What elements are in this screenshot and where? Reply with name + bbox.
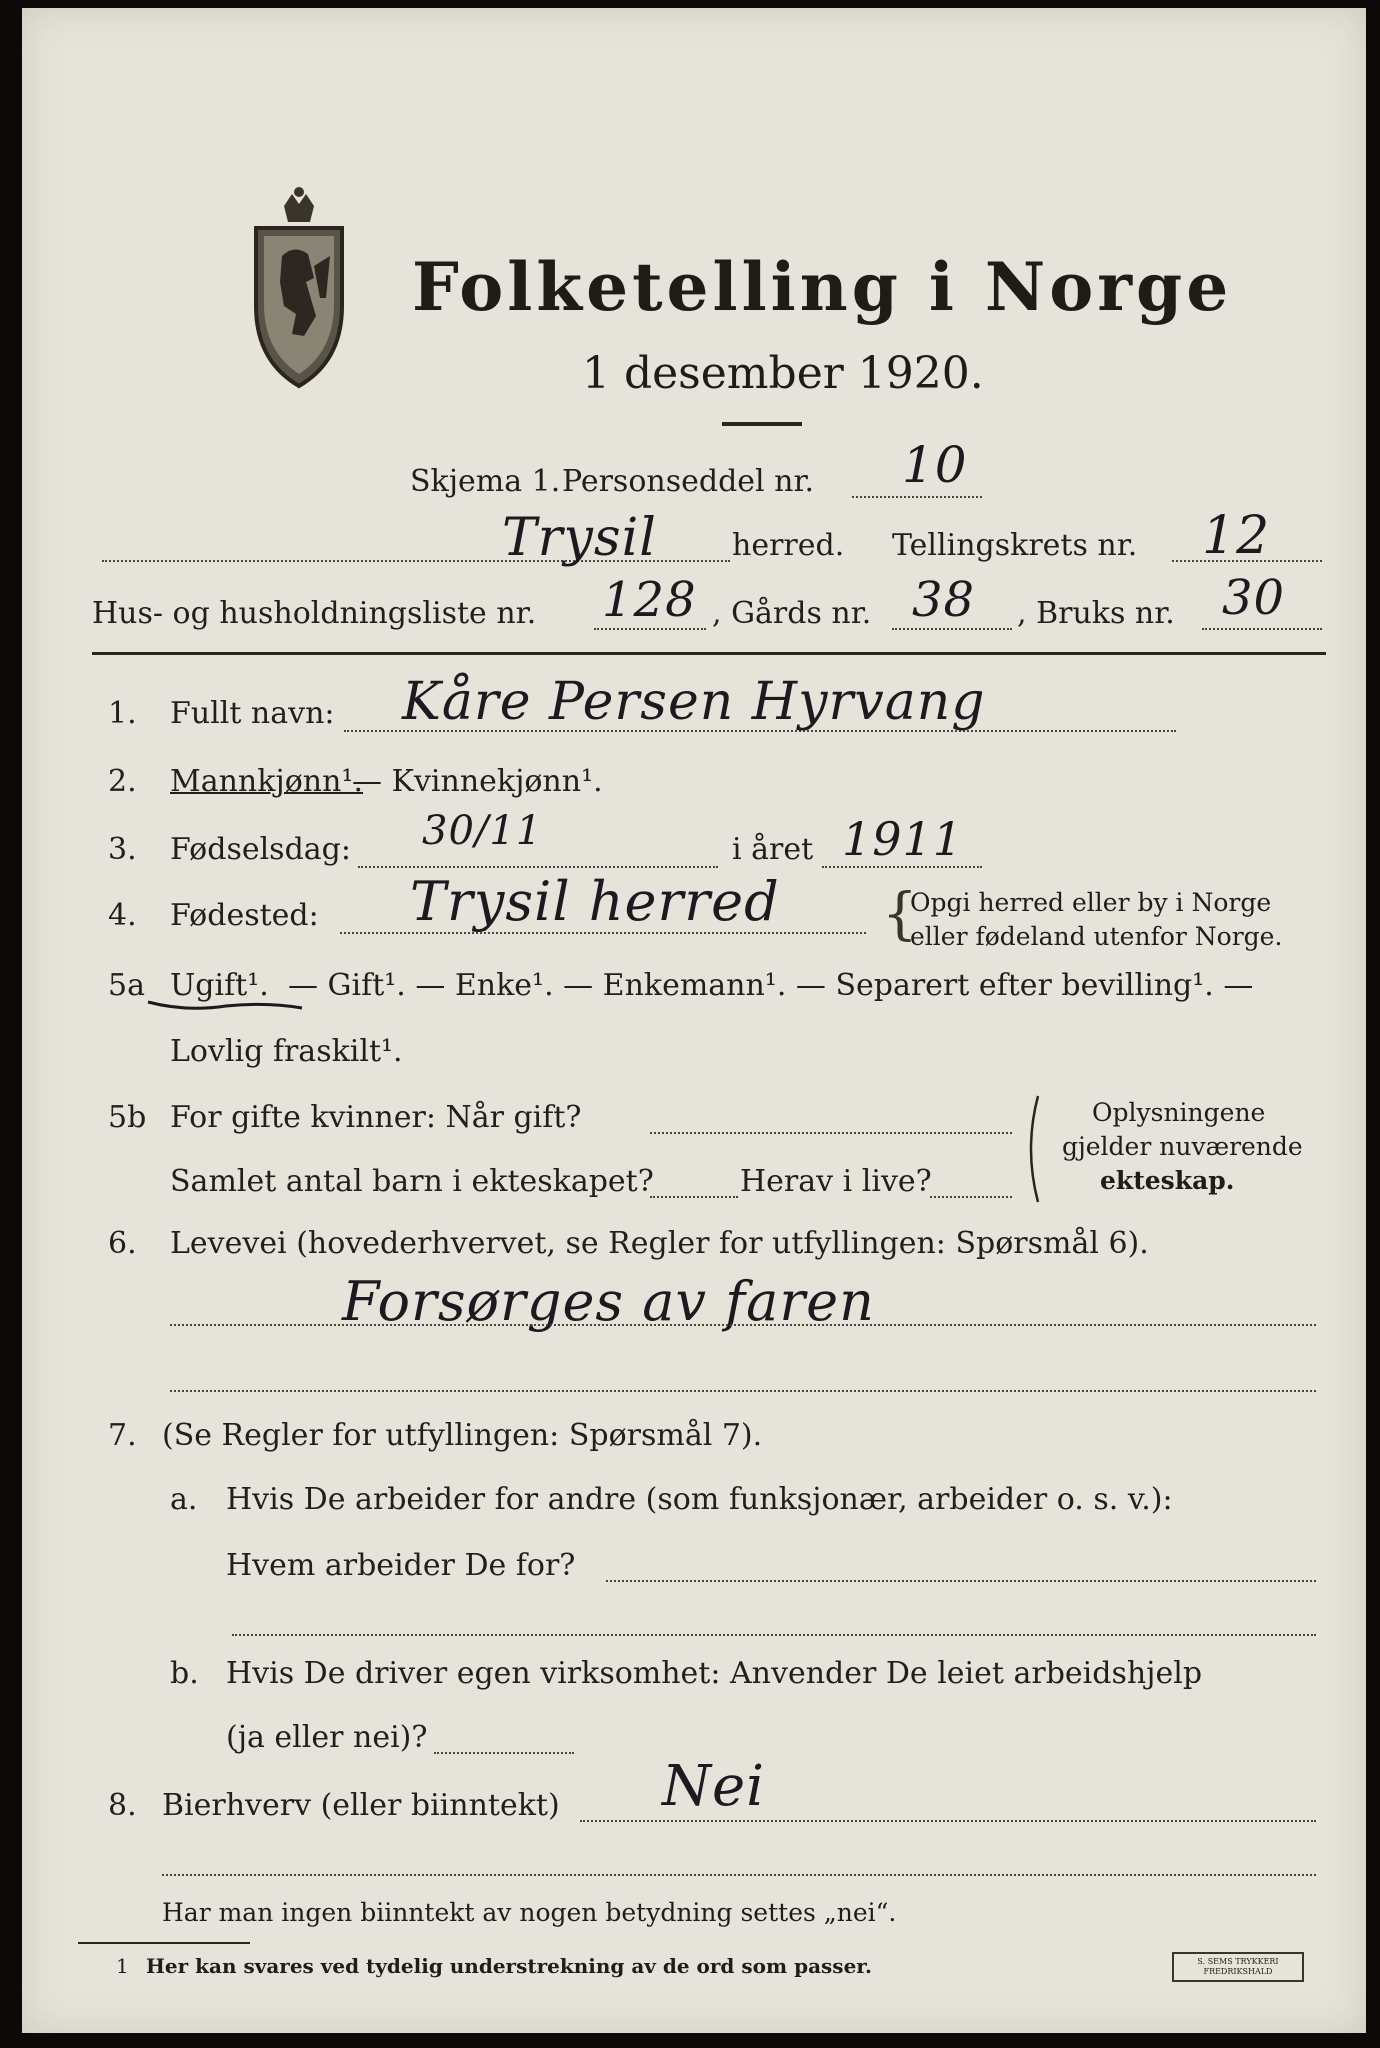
unmarried-option[interactable]: Ugift¹. [170, 968, 269, 1003]
q3-label: Fødselsdag: [170, 832, 351, 867]
birthday-value[interactable]: 30/11 [422, 808, 543, 854]
printer-name: S. SEMS TRYKKERI [1197, 1957, 1279, 1966]
children-alive-label: Herav i live? [740, 1164, 932, 1199]
q7-label: (Se Regler for utfyllingen: Spørsmål 7). [162, 1418, 763, 1453]
q4-note-line1: Opgi herred eller by i Norge [910, 888, 1272, 917]
full-name-value[interactable]: Kåre Persen Hyrvang [402, 672, 986, 732]
q6-label: Levevei (hovederhvervet, se Regler for utfyllingen: Spørsmål 6). [170, 1226, 1149, 1261]
q8-label: Bierhverv (eller biinntekt) [162, 1788, 560, 1823]
handwritten-underline [146, 996, 306, 1018]
male-option[interactable]: Mannkjønn¹. [170, 764, 363, 799]
q7-number: 7. [108, 1418, 137, 1453]
employer-label: Hvem arbeider De for? [226, 1548, 576, 1583]
children-count-label: Samlet antal barn i ekteskapet? [170, 1164, 654, 1199]
norway-coat-of-arms-icon [244, 186, 354, 396]
footnote-rule [78, 1942, 250, 1944]
marital-status-options[interactable]: — Gift¹. — Enke¹. — Enkemann¹. — Separert efter bevilling¹. — [288, 968, 1254, 1003]
herred-label: herred. [732, 528, 845, 563]
census-form-page [22, 8, 1366, 2033]
bruks-value[interactable]: 30 [1222, 570, 1286, 626]
q5b-number: 5b [108, 1100, 147, 1135]
q7a-letter: a. [170, 1482, 198, 1517]
census-date: 1 desember 1920. [582, 348, 984, 399]
q1-label: Fullt navn: [170, 696, 335, 731]
q6-number: 6. [108, 1226, 137, 1261]
form-title: Folketelling i Norge [412, 248, 1233, 326]
occupation-value[interactable]: Forsørges av faren [342, 1270, 875, 1333]
gards-label: , Gårds nr. [712, 596, 872, 631]
q5a-number: 5a [108, 968, 145, 1003]
q4-note-line2: eller fødeland utenfor Norge. [910, 922, 1283, 951]
birthplace-value[interactable]: Trysil herred [410, 870, 780, 933]
q3-number: 3. [108, 832, 137, 867]
footnote-text: Her kan svares ved tydelig understrekning av de ord som passer. [146, 1954, 872, 1978]
divorced-option[interactable]: Lovlig fraskilt¹. [170, 1034, 403, 1069]
birth-year-value[interactable]: 1911 [842, 812, 964, 866]
printer-stamp [1172, 1952, 1304, 1982]
footnote-mark: 1 [116, 1954, 129, 1978]
side-income-note: Har man ingen biinntekt av nogen betydning settes „nei“. [162, 1898, 897, 1927]
q5b-note-line2: gjelder nuværende [1062, 1132, 1303, 1161]
q7b-text: Hvis De driver egen virksomhet: Anvender De leiet arbeidshjelp [226, 1656, 1203, 1691]
header-rule [92, 652, 1326, 655]
printer-city: FREDRIKSHALD [1203, 1967, 1273, 1976]
q5b-note-line3: ekteskap. [1100, 1166, 1235, 1195]
when-married-label: For gifte kvinner: Når gift? [170, 1100, 582, 1135]
q8-number: 8. [108, 1788, 137, 1823]
female-option[interactable]: — Kvinnekjønn¹. [352, 764, 603, 799]
q4-label: Fødested: [170, 898, 319, 933]
husliste-label: Hus- og husholdningsliste nr. [92, 596, 537, 631]
personseddel-value[interactable]: 10 [902, 436, 968, 494]
q7b-letter: b. [170, 1656, 199, 1691]
birth-year-label: i året [732, 832, 814, 867]
tellingskrets-label: Tellingskrets nr. [892, 528, 1138, 563]
personseddel-label: Personseddel nr. [562, 464, 815, 499]
herred-value[interactable]: Trysil [502, 508, 657, 568]
q4-number: 4. [108, 898, 137, 933]
gards-value[interactable]: 38 [912, 572, 976, 628]
skjema-label: Skjema 1. [410, 464, 561, 499]
brace-icon: { [882, 882, 918, 947]
husliste-value[interactable]: 128 [602, 572, 697, 628]
q2-number: 2. [108, 764, 137, 799]
q7a-text: Hvis De arbeider for andre (som funksjonær, arbeider o. s. v.): [226, 1482, 1173, 1517]
q5b-note-line1: Oplysningene [1092, 1098, 1266, 1127]
q1-number: 1. [108, 696, 137, 731]
paren-icon [1022, 1094, 1042, 1208]
bruks-label: , Bruks nr. [1017, 596, 1175, 631]
hired-help-label: (ja eller nei)? [226, 1720, 428, 1755]
side-income-value[interactable]: Nei [662, 1754, 766, 1819]
tellingskrets-value[interactable]: 12 [1202, 506, 1271, 566]
title-divider [722, 422, 802, 426]
